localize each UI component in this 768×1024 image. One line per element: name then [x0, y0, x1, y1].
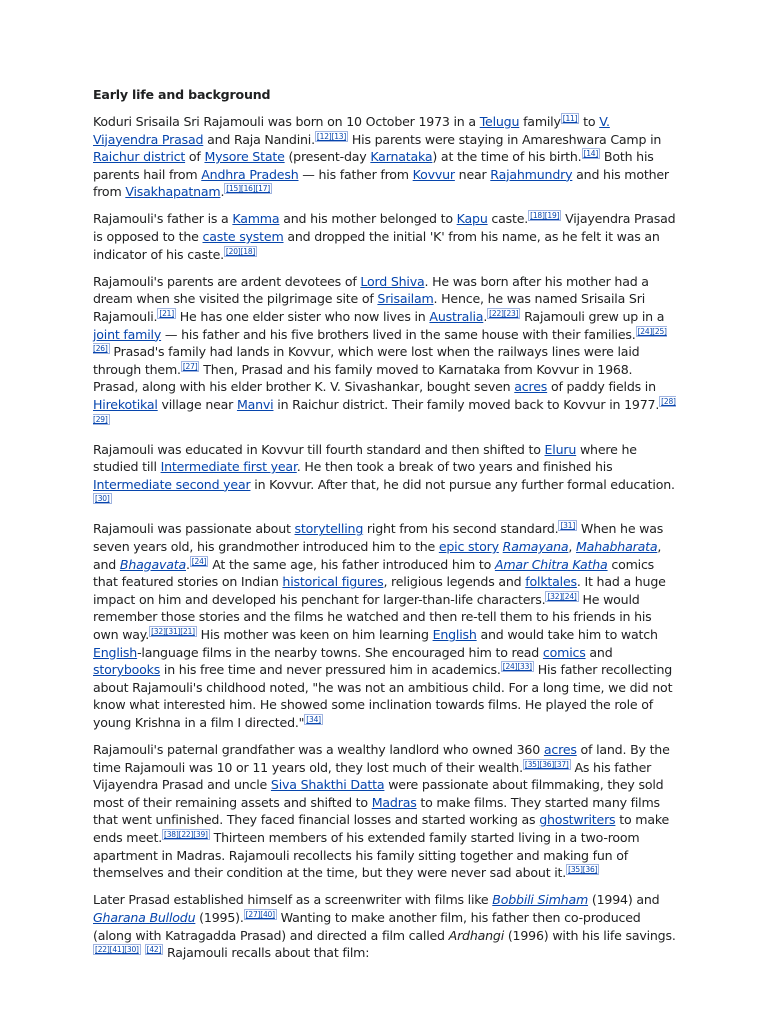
wiki-link[interactable]: Gharana Bullodu	[93, 909, 196, 925]
wiki-link[interactable]: Australia	[429, 308, 484, 324]
wiki-link[interactable]: Kamma	[232, 211, 280, 227]
text-run: Rajamouli recalls about that film:	[163, 945, 370, 961]
citation-link[interactable]: [35][36][37]	[524, 759, 569, 769]
citation-link[interactable]: [24][33]	[502, 662, 532, 672]
text-run: ,	[568, 539, 577, 555]
wiki-link[interactable]: acres	[543, 742, 577, 758]
article-section	[93, 86, 677, 971]
citation	[244, 909, 277, 920]
text-run: His father recollecting about Rajamouli's childhood noted, "he was not an ambitious child. For a long time, we did not know what interested him. He showed some inclination towards films. He played the role of young Krishna in a film I directed."	[93, 662, 673, 730]
text-run: .	[185, 556, 190, 572]
citation-link[interactable]: [11]	[562, 114, 578, 123]
wiki-link[interactable]: V. Vijayendra Prasad	[93, 114, 610, 147]
citation	[566, 864, 599, 875]
wiki-link[interactable]: ghostwriters	[539, 812, 616, 828]
text-run: Rajamouli's paternal grandfather was a wealthy landlord who owned 360	[93, 742, 544, 758]
paragraph	[93, 441, 677, 511]
citation	[162, 829, 210, 840]
text-run: in Raichur district. Their family moved back to Kovvur in 1977.	[273, 396, 660, 412]
wiki-link[interactable]: historical figures	[282, 574, 384, 590]
citation-link[interactable]: [24]	[191, 556, 207, 566]
text-run: Rajamouli's parents are ardent devotees of	[93, 273, 361, 289]
text-run: .	[220, 184, 225, 200]
citation-link[interactable]: [32][31][21]	[151, 627, 195, 637]
text-run: Both his parents hail from	[93, 149, 654, 182]
citation-link[interactable]: [12][13]	[316, 131, 347, 141]
text-run: At the same age, his father introduced him to	[208, 556, 495, 572]
wiki-link[interactable]: Telugu	[479, 114, 520, 129]
text-run: He has one elder sister who now lives in	[175, 308, 430, 324]
text-run: to make films. They started many films that went unfinished. They faced financial losses and started working as	[93, 794, 660, 828]
text-run: comics that featured stories on Indian	[93, 556, 655, 590]
wiki-link[interactable]: Visakhapatnam	[125, 184, 221, 200]
text-run: in his free time and never pressured him in academics.	[160, 662, 501, 678]
text-run: Wanting to make another film, his father then co-produced (along with Katragadda Prasad) and directed a film called	[93, 909, 641, 943]
paragraph	[93, 891, 677, 961]
text-run: of paddy fields in	[547, 379, 656, 395]
paragraph	[93, 741, 677, 882]
citation	[558, 520, 577, 531]
citation-link[interactable]: [14]	[583, 149, 599, 159]
text-run: , and	[93, 539, 662, 572]
citation-link[interactable]: [22][41][30]	[95, 945, 139, 955]
text-run: -language films in the nearby towns. She encouraged him to read	[137, 644, 543, 660]
citation-link[interactable]: [32][24]	[547, 591, 577, 601]
text-run: When he was seven years old, his grandmother introduced him to the	[93, 521, 664, 555]
citation	[561, 113, 580, 124]
wiki-link[interactable]: Kovvur	[412, 166, 455, 182]
wiki-link[interactable]: Raichur district	[93, 149, 186, 165]
paragraph	[93, 210, 677, 263]
text-run: . He was born after his mother had a dream when she visited the pilgrimage site of	[93, 273, 649, 307]
wiki-link[interactable]: Hirekotikal	[93, 396, 158, 412]
text-run: , religious legends and	[383, 574, 526, 590]
text-run: His mother was keen on him learning	[196, 627, 433, 643]
citation	[501, 661, 534, 672]
wiki-link[interactable]: acres	[514, 379, 548, 395]
section-body	[93, 113, 677, 962]
text-run: As his father Vijayendra Prasad and uncle	[93, 759, 652, 793]
text-run: — his father from	[298, 166, 413, 182]
citation-link[interactable]: [22][23]	[489, 308, 519, 318]
text-run: (present-day	[284, 149, 371, 165]
text-run: were passionate about filmmaking, they sold most of their remaining assets and shifted to	[93, 777, 664, 810]
citation	[190, 556, 209, 567]
text-run: .	[483, 308, 488, 324]
text-run: His parents were staying in Amareshwara Camp in	[348, 131, 662, 147]
citation	[315, 131, 348, 142]
text-run: Then, Prasad and his family moved to Karnataka from Kovvur in 1968. Prasad, along with his elder brother K. V. Sivashankar, bought seven	[93, 361, 633, 395]
wiki-link[interactable]: comics	[542, 644, 586, 660]
wiki-link[interactable]: Andhra Pradesh	[201, 166, 299, 182]
text-run: and his mother from	[93, 166, 669, 200]
text-run: Rajamouli was passionate about	[93, 521, 295, 537]
text-run: near	[454, 166, 491, 182]
citation	[149, 626, 197, 637]
citation-link[interactable]: [27][40]	[245, 909, 275, 919]
text-run: Thirteen members of his extended family started living in a two-room apartment in Madras. Rajamouli recollects his family sitting together and making fun of themselves and their condition at the time, but they were never sad about it.	[93, 830, 640, 881]
citation	[582, 148, 601, 159]
citation-link[interactable]: [34]	[306, 715, 321, 724]
text-run: (1994) and	[588, 892, 660, 908]
paragraph	[93, 520, 677, 731]
text-run: Prasad's family had lands in Kovvur, which were lost when the railways lines were laid through them.	[93, 344, 640, 377]
text-run: (1995).	[195, 909, 244, 925]
citation-link[interactable]: [28][29]	[93, 396, 676, 424]
wiki-link[interactable]: epic story	[438, 539, 499, 555]
wiki-link[interactable]: Mysore State	[204, 149, 285, 165]
citation-link[interactable]: [42]	[146, 945, 162, 955]
italic-title: Ardhangi	[448, 927, 505, 943]
text-run: He would remember those stories and the films he watched and then re-tell them to his friends in his own way.	[93, 591, 652, 643]
wiki-link[interactable]: Intermediate second year	[93, 476, 251, 492]
paragraph	[93, 273, 677, 431]
wiki-link[interactable]: joint family	[93, 326, 162, 342]
text-run: and Raja Nandini.	[203, 131, 315, 147]
wiki-link[interactable]: Lord Shiva	[360, 273, 425, 289]
wiki-link[interactable]: Kapu	[456, 211, 488, 227]
text-run: and would take him to watch	[476, 627, 658, 643]
text-run: Koduri Srisaila Sri Rajamouli was born on 10 October 1973 in a	[93, 114, 480, 129]
text-run: Later Prasad established himself as a screenwriter with films like	[93, 892, 493, 908]
text-run: of land. By the time Rajamouli was 10 or 11 years old, they lost much of their wealth.	[93, 742, 670, 775]
wiki-link[interactable]: Karnataka	[370, 149, 433, 165]
citation-link[interactable]: [27]	[182, 361, 198, 371]
wiki-link[interactable]: Mahabharata	[576, 539, 658, 555]
text-run: (1996) with his life savings.	[504, 927, 676, 943]
wiki-link[interactable]: English	[93, 644, 138, 660]
wiki-link[interactable]: Manvi	[236, 396, 274, 412]
wiki-link[interactable]: Madras	[371, 794, 417, 810]
section-heading: Early life and background	[93, 87, 271, 102]
text-run: Rajamouli's father is a	[93, 211, 233, 227]
text-run: of	[185, 149, 205, 165]
text-run: and dropped the initial 'K' from his name, as he felt it was an indicator of his caste.	[93, 229, 660, 262]
wiki-link[interactable]: Rajahmundry	[490, 166, 573, 182]
citation-link[interactable]: [15][16][17]	[226, 184, 271, 194]
citation	[157, 308, 176, 319]
citation	[528, 210, 561, 221]
wiki-link[interactable]: Ramayana	[502, 539, 569, 555]
citation	[545, 591, 578, 602]
text-run: — his father and his five brothers lived in the same house with their families.	[161, 326, 636, 342]
citation	[224, 183, 272, 194]
text-run: caste.	[487, 211, 529, 227]
text-run: to	[579, 114, 600, 129]
text-run: Rajamouli grew up in a	[520, 308, 665, 324]
citation-link[interactable]: [18][19]	[530, 211, 560, 221]
citation	[93, 493, 112, 504]
citation-link[interactable]: [31]	[560, 521, 576, 531]
text-run: in Kovvur. After that, he did not pursue any further formal education.	[250, 476, 675, 492]
citation	[304, 714, 323, 725]
citation-link[interactable]: [38][22][39]	[164, 830, 208, 840]
text-run: ) at the time of his birth.	[432, 149, 582, 165]
wiki-link[interactable]: caste system	[202, 229, 284, 245]
wiki-link[interactable]: Intermediate first year	[160, 459, 297, 475]
wiki-link[interactable]: Eluru	[544, 441, 577, 457]
text-run: family	[519, 114, 561, 129]
wiki-link[interactable]: Siva Shakthi Datta	[270, 777, 385, 793]
text-run: . It had a huge impact on him and developed his penchant for larger-than-life characters.	[93, 574, 666, 607]
wiki-link[interactable]: storybooks	[93, 662, 161, 678]
paragraph	[93, 113, 677, 201]
citation-link[interactable]: [20][18]	[225, 246, 256, 256]
citation-link[interactable]: [35][36]	[568, 865, 598, 875]
citation	[181, 361, 200, 372]
wiki-link[interactable]: Srisailam	[377, 291, 434, 307]
text-run: . Hence, he was named Srisaila Sri Rajamouli.	[93, 291, 645, 324]
wiki-link[interactable]: folktales	[525, 574, 577, 590]
text-run: Vijayendra Prasad is opposed to the	[93, 211, 676, 245]
citation	[145, 944, 164, 955]
text-run: Rajamouli was educated in Kovvur till fourth standard and then shifted to	[93, 441, 545, 457]
citation-link[interactable]: [21]	[159, 308, 174, 318]
wiki-link[interactable]: Bobbili Simham	[492, 892, 589, 908]
wiki-link[interactable]: English	[432, 627, 477, 643]
wiki-link[interactable]: storytelling	[294, 521, 364, 537]
citation-link[interactable]: [24][25][26]	[93, 326, 667, 354]
citation-link[interactable]: [30]	[95, 494, 110, 504]
citation	[93, 944, 141, 955]
wiki-link[interactable]: Bhagavata	[119, 556, 186, 572]
text-run: right from his second standard.	[363, 521, 559, 537]
citation	[224, 246, 257, 257]
citation	[487, 308, 520, 319]
text-run: village near	[157, 396, 237, 412]
text-run: and	[585, 644, 613, 660]
citation	[523, 759, 571, 770]
wiki-link[interactable]: Amar Chitra Katha	[494, 556, 608, 572]
text-run: where he studied till	[93, 441, 637, 475]
text-run: and his mother belonged to	[279, 211, 457, 227]
text-run: . He then took a break of two years and finished his	[296, 459, 613, 475]
text-run: to make ends meet.	[93, 812, 670, 846]
